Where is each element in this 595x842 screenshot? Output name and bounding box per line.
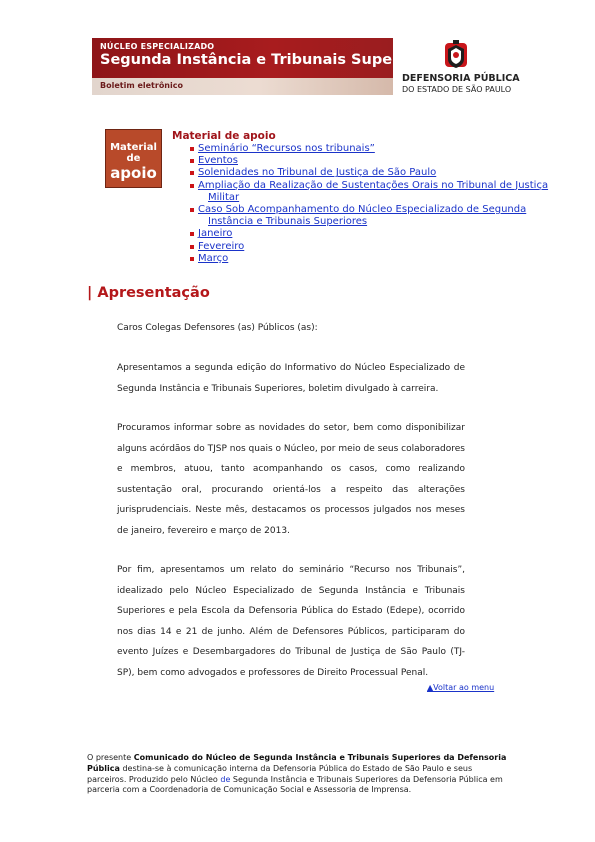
apoio-badge-line2: apoio [110, 164, 157, 182]
header-banner [92, 38, 440, 95]
apoio-badge-line1: Material de [110, 142, 157, 164]
footer-text-4: Segunda Instância e Tribunais Superiores da Defensoria Pública em parceria com a Coordenadoria de Comunicação Social e Assessoria de Imprensa. [87, 774, 503, 795]
coat-of-arms-icon [442, 40, 470, 71]
menu-item[interactable] [190, 204, 562, 228]
defensoria-logo [402, 40, 520, 96]
menu-item[interactable] [190, 155, 562, 167]
menu-link-fevereiro[interactable]: Fevereiro [198, 240, 245, 252]
footer-text-2: destina-se à comunicação interna da Defensoria Pública do Estado de São Paulo e seus parceiros. Produzido pelo Núcleo [87, 763, 473, 784]
paragraph-seminar: Por fim, apresentamos um relato do seminário “Recurso nos Tribunais”, idealizado pelo Núcleo Especializado de Segunda Instância e Tribunais Superiores e pela Escola da Defensoria Pública do Estado (Edepe), ocorrido nos dias 14 e 21 de junho. Além de Defensores Públicos, participaram do evento Juízes e Desembargadores do Tribunal de Justiça de São Paulo (TJ-SP), bem como advogados e professores de Direito Processual Penal. [117, 565, 465, 678]
menu-link-ampliacao[interactable]: Ampliação da Realização de Sustentações Orais no Tribunal de Justiça [198, 179, 549, 191]
paragraph-news: Procuramos informar sobre as novidades do setor, bem como disponibilizar alguns acórdãos do TJSP nos quais o Núcleo, por meio de seus colaboradores e membros, atuou, tanto acompanhando os casos, como realizando sustentação oral, procurando orientá-los a respeito das alterações jurisprudenciais. Neste mês, destacamos os processos julgados nos meses de janeiro, fevereiro e março de 2013. [117, 423, 465, 536]
menu-link-eventos[interactable]: Eventos [198, 155, 238, 167]
menu-link-seminario[interactable]: Seminário “Recursos nos tribunais” [198, 143, 375, 154]
menu-item[interactable] [190, 253, 562, 265]
banner-title: Segunda Instância e Tribunais Superiores [100, 52, 440, 68]
menu-item[interactable] [190, 180, 562, 204]
menu-item[interactable] [190, 241, 562, 253]
menu-link-janeiro[interactable]: Janeiro [198, 228, 233, 240]
salutation: Caros Colegas Defensores (as) Públicos (as): [117, 323, 318, 333]
support-menu [190, 143, 562, 265]
material-de-apoio-badge [105, 129, 162, 188]
back-to-menu-link[interactable]: ▲Voltar ao menu [427, 683, 495, 692]
menu-link-caso-cont[interactable]: Instância e Tribunais Superiores [208, 216, 368, 228]
menu-title: Material de apoio [172, 130, 276, 142]
banner-subtitle-strip [92, 78, 393, 95]
banner-subtitle: Boletim eletrônico [100, 81, 183, 90]
footer-bold: Comunicado do Núcleo de Segunda Instância e Tribunais Superiores da Defensoria Pública [87, 753, 507, 773]
logo-line1: DEFENSORIA PÚBLICA [402, 73, 520, 84]
menu-link-caso[interactable]: Caso Sob Acompanhamento do Núcleo Especializado de Segunda [198, 204, 527, 216]
paragraph-intro: Apresentamos a segunda edição do Informativo do Núcleo Especializado de Segunda Instância e Tribunais Superiores, boletim divulgado à carreira. [117, 363, 465, 394]
menu-link-marco[interactable]: Março [198, 252, 229, 264]
footer-note [87, 753, 512, 796]
menu-link-ampliacao-cont[interactable]: Militar [208, 191, 240, 203]
menu-item[interactable] [190, 167, 562, 179]
menu-item[interactable] [190, 228, 562, 240]
section-heading: | Apresentação [87, 285, 210, 301]
banner-kicker: NÚCLEO ESPECIALIZADO [100, 42, 215, 51]
footer-text-1: O presente [87, 753, 134, 762]
menu-link-solenidades[interactable]: Solenidades no Tribunal de Justiça de São Paulo [198, 167, 437, 179]
footer-text-3: de [220, 774, 231, 784]
menu-item[interactable] [190, 143, 562, 155]
logo-line2: DO ESTADO DE SÃO PAULO [402, 85, 512, 94]
